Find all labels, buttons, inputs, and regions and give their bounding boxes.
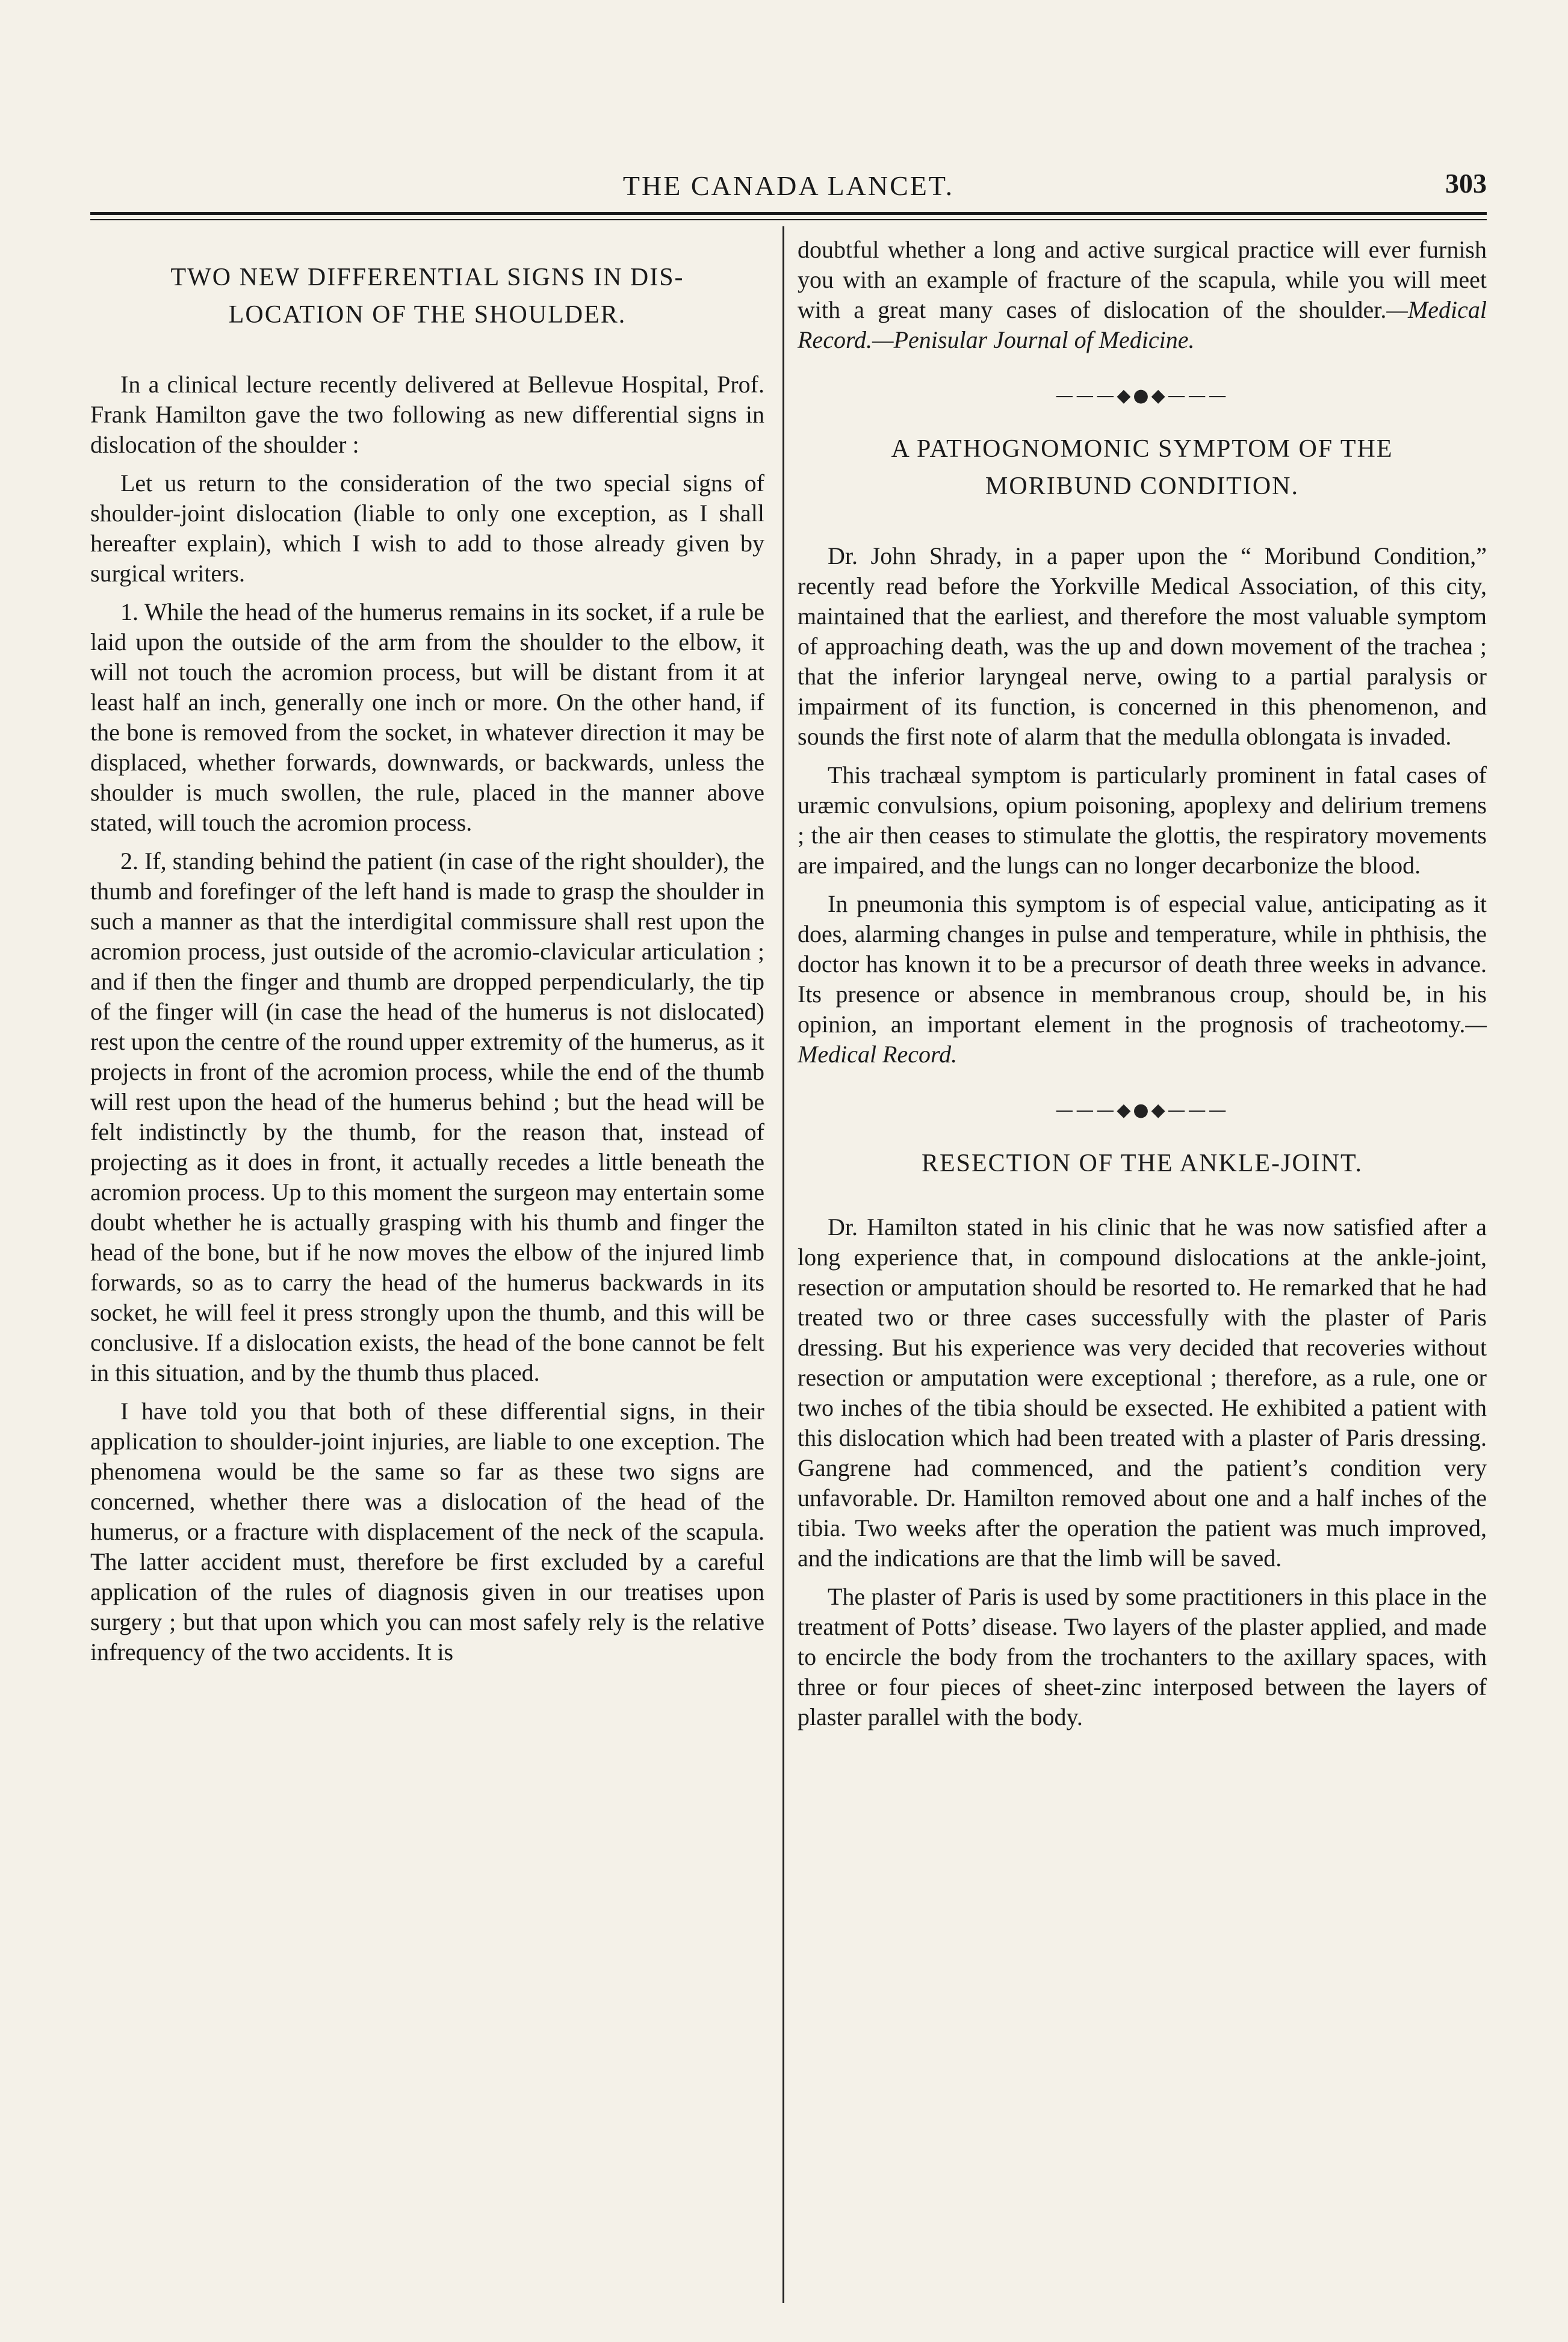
section-ornament: ———◆●◆——— bbox=[1055, 385, 1229, 406]
citation: —Medical Record.—Penisular Journal of Medicine. bbox=[798, 296, 1487, 353]
column-divider bbox=[782, 226, 784, 2303]
paragraph: Dr. Hamilton stated in his clinic that he was now satisfied after a long experience that, in compound dislocations at the ankle-joint, resection or amputation should be resorted to. He remarked that he had treated two or three cases successfully with the plaster of Paris dressing. But his experience was very decided that recoveries without resection or amputation were exceptional ; therefore, as a rule, one or two inches of the tibia should be exsected. He exhibited a patient with this dislocation which had been treated with a plaster of Paris dressing. Gangrene had commenced, and the patient’s condition very unfavorable. Dr. Hamilton removed about one and a half inches of the tibia. Two weeks after the operation the patient was much improved, and the indications are that the limb will be saved. bbox=[798, 1213, 1487, 1572]
page-number: 303 bbox=[1445, 168, 1487, 199]
article-title-moribund bbox=[798, 430, 1487, 505]
paragraph: I have told you that both of these differential signs, in their application to shoulder-joint injuries, are liable to one exception. The phenomena would be the same so far as these two signs are concerned, whether there was a dislocation of the head of the humerus, or a fracture with displacement of the neck of the scapula. The latter accident must, therefore be first excluded by a careful application of the rules of diagnosis given in our treatises upon surgery ; but that upon which you can most safely rely is the relative infrequency of the two accidents. It is bbox=[90, 1398, 764, 1665]
paragraph: 2. If, standing behind the patient (in case of the right shoulder), the thumb and forefinger of the left hand is made to grasp the shoulder in such a manner as that the interdigital commissure shall rest upon the acromion process, just outside of the acromio-clavicular articulation ; and if then the finger and thumb are dropped perpendicularly, the tip of the finger will (in case the head of the humerus is not dislocated) rest upon the centre of the round upper extremity of the humerus, as it projects in front of the acromion process, while the end of the thumb will rest upon the head of the humerus behind ; but the head will be felt indistinctly by the thumb, for the reason that, instead of projecting as it does in front, it actually recedes a little beneath the acromion process. Up to this moment the surgeon may entertain some doubt whether he is actually grasping with his thumb and finger the head of the bone, but if he now moves the elbow of the injured limb forwards, so as to carry the head of the humerus backwards in its socket, he will feel it press strongly upon the thumb, and this will be conclusive. If a dislocation exists, the head of the bone cannot be felt in this situation, and by the thumb thus placed. bbox=[90, 847, 764, 1386]
article-title-shoulder bbox=[90, 259, 764, 333]
article-title-ankle: RESECTION OF THE ANKLE-JOINT. bbox=[921, 1150, 1363, 1177]
paragraph-text: In pneumonia this symptom is of especial value, anticipating as it does, alarming changes in pulse and temperature, while in phthisis, the doctor has known it to be a precursor of death three weeks in advance. Its presence or absence in membranous croup, should be, in his opinion, an important element in the prognosis of tracheotomy. bbox=[798, 890, 1487, 1038]
paragraph: 1. While the head of the humerus remains in its socket, if a rule be laid upon the outside of the arm from the shoulder to the elbow, it will not touch the acromion process, but will be distant from it at least half an inch, generally one inch or more. On the other hand, if the bone is removed from the socket, in whatever direction it may be displaced, whether forwards, downwards, or backwards, unless the shoulder is much swollen, the rule, placed in the manner above stated, will touch the acromion process. bbox=[90, 598, 764, 836]
paragraph: Let us return to the consideration of the two special signs of shoulder-joint dislocation (liable to only one exception, as I shall hereafter explain), which I wish to add to those already given by surgical writers. bbox=[90, 469, 764, 587]
title-line-2: LOCATION OF THE SHOULDER. bbox=[228, 301, 627, 329]
title-line-2: MORIBUND CONDITION. bbox=[985, 472, 1299, 500]
paragraph: Dr. John Shrady, in a paper upon the “ Moribund Condition,” recently read before the Yorkville Medical Association, of this city, maintained that the earliest, and therefore the most valuable symptom of approaching death, was the up and down movement of the trachea ; that the inferior laryngeal nerve, owing to a partial paralysis or impairment of its function, is concerned in this phenomenon, and sounds the first note of alarm that the medulla oblongata is invaded. bbox=[798, 542, 1487, 750]
left-column bbox=[90, 235, 764, 1667]
title-line-1: TWO NEW DIFFERENTIAL SIGNS IN DIS- bbox=[170, 264, 684, 291]
continuation-paragraph bbox=[798, 235, 1487, 355]
running-title: THE CANADA LANCET. bbox=[622, 170, 955, 201]
citation: —Medical Record. bbox=[798, 1011, 1487, 1068]
paragraph: In a clinical lecture recently delivered at Bellevue Hospital, Prof. Frank Hamilton gave the two following as new differential signs in dislocation of the shoulder : bbox=[90, 371, 764, 458]
title-line-1: A PATHOGNOMONIC SYMPTOM OF THE bbox=[891, 435, 1393, 463]
header-rule bbox=[90, 212, 1487, 215]
section-ornament: ———◆●◆——— bbox=[1055, 1100, 1229, 1121]
header-rule-thin bbox=[90, 219, 1487, 220]
continuation-text: doubtful whether a long and active surgical practice will ever furnish you with an example of fracture of the scapula, while you will meet with a great many cases of dislocation of the shoulder. bbox=[798, 236, 1487, 323]
paragraph: This trachæal symptom is particularly prominent in fatal cases of uræmic convulsions, opium poisoning, apoplexy and delirium tremens ; the air then ceases to stimulate the glottis, the respiratory movements are impaired, and the lungs can no longer decarbonize the blood. bbox=[798, 761, 1487, 879]
paragraph bbox=[798, 889, 1487, 1070]
page-header bbox=[90, 170, 1487, 218]
right-column bbox=[798, 235, 1487, 1732]
paragraph: The plaster of Paris is used by some practitioners in this place in the treatment of Potts’ disease. Two layers of the plaster applied, and made to encircle the body from the trochanters to the axillary spaces, with three or four pieces of sheet-zinc interposed between the layers of plaster parallel with the body. bbox=[798, 1583, 1487, 1730]
